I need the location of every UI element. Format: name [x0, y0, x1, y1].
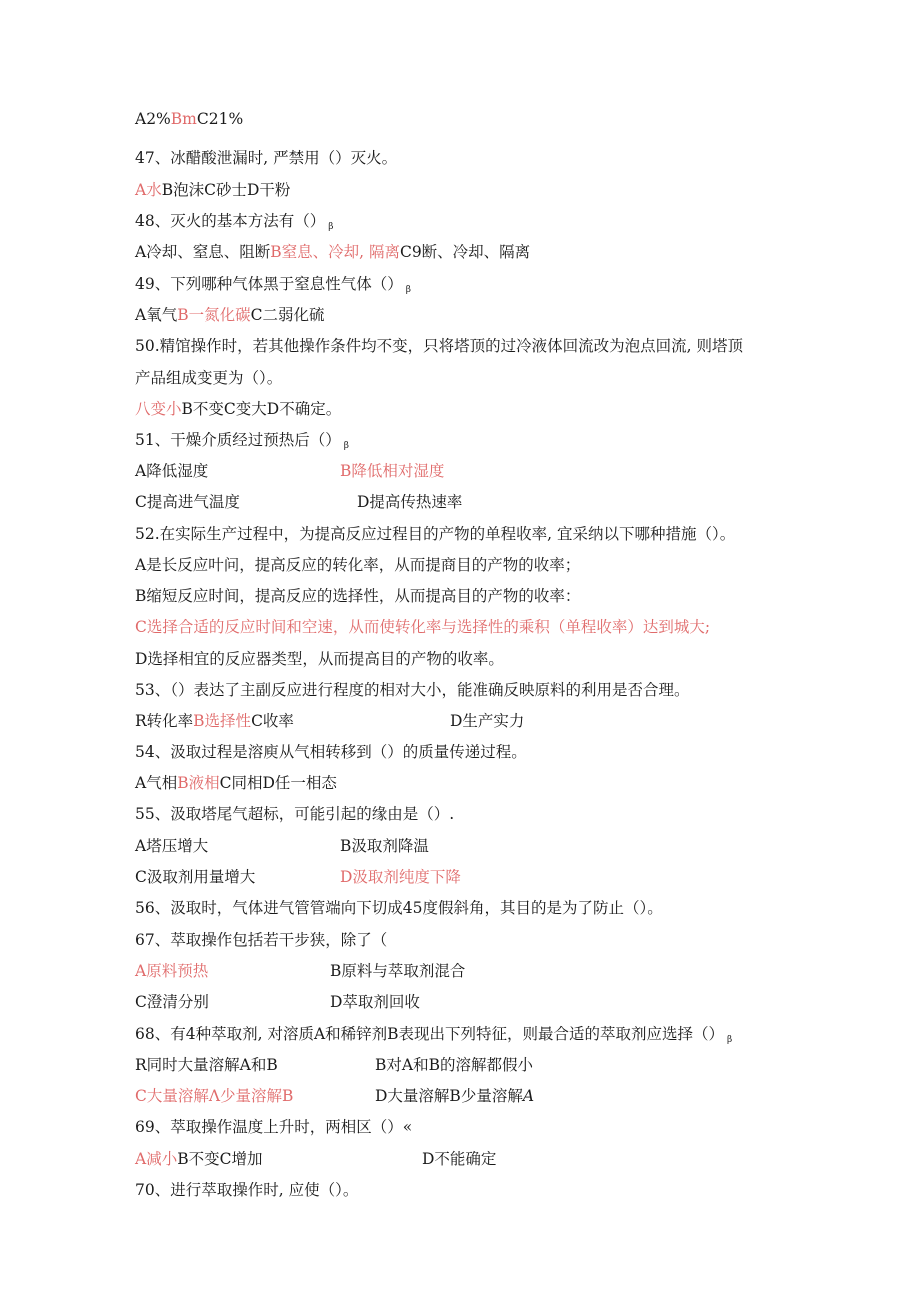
- question-54: 54、汲取过程是溶庾从气相转移到（）的质量传递过程。: [135, 743, 527, 761]
- option-line: A原料预热 B原料与萃取剂混合: [135, 962, 466, 980]
- question-49: 49、下列哪种气体黑于窒息性气体（） $_\beta$: [135, 275, 411, 295]
- subscript-mark: β: [343, 441, 349, 451]
- option-line: A是长反应叶问，提高反应的转化率，从而提商目的产物的收率；: [135, 556, 581, 574]
- option-line: R转化率B选择性C收率 D生产实力: [135, 712, 525, 730]
- question-68: 68、有4种萃取剂, 对溶质A和稀锌剂B表现出下列特征，则最合适的萃取剂应选择（） $_\beta$: [135, 1025, 733, 1045]
- option-line: C大量溶解Λ少量溶解B D大量溶解B少量溶解A: [135, 1087, 535, 1105]
- question-67: 67、萃取操作包括若干步狭，除了（: [135, 931, 388, 949]
- answer-highlight: A原料预热: [135, 962, 209, 980]
- question-56: 56、汲取时，气体进气管管端向下切成45度假斜角，其目的是为了防止（）。: [135, 899, 663, 917]
- option-line: C澄清分别 D萃取剂回收: [135, 993, 420, 1011]
- option-line: D选择相宜的反应器类型，从而提高目的产物的收率。: [135, 650, 504, 668]
- answer-highlight: Bm: [170, 110, 197, 128]
- subscript-mark: β: [328, 222, 334, 232]
- option-line: A气相B液相C同相D任一相态: [135, 774, 337, 792]
- question-50-continued: 产品组成变更为（）。: [135, 369, 283, 387]
- option-line: A氧气B一氮化碳C二弱化硫: [135, 306, 325, 324]
- option-line: A冷却、窒息、阻断B窒息、冷却, 隔离C9断、冷却、隔离: [135, 243, 531, 261]
- subscript-mark: β: [405, 285, 411, 295]
- answer-highlight: 八变小: [135, 400, 182, 418]
- option-line: B缩短反应时间，提高反应的选择性，从而提高目的产物的收率：: [135, 587, 581, 605]
- answer-highlight: B液相: [177, 774, 220, 792]
- question-48: 48、灭火的基本方法有（） $_\beta$: [135, 212, 334, 232]
- option-line: A减小B不变C增加 D不能确定: [135, 1150, 497, 1168]
- option-line: R同时大量溶解A和B B对A和B的溶解都假小: [135, 1056, 533, 1074]
- option-line: C汲取剂用量增大 D汲取剂纯度下降: [135, 868, 461, 886]
- question-51: 51、干燥介质经过预热后（） $_\beta$: [135, 431, 349, 451]
- answer-highlight: A减小: [135, 1150, 178, 1168]
- question-69: 69、萃取操作温度上升时，两相区（）«: [135, 1118, 413, 1136]
- answer-highlight: B窒息、冷却, 隔离: [270, 243, 400, 261]
- question-70: 70、进行萃取操作时, 应使（）。: [135, 1181, 359, 1199]
- answer-highlight: B一氮化碳: [177, 306, 251, 324]
- question-50: 50.精馆操作时，若其他操作条件均不变，只将塔顶的过冷液体回流改为泡点回流, 则塔顶: [135, 337, 744, 355]
- subscript-mark: β: [727, 1035, 733, 1045]
- option-line: C提高进气温度 D提高传热速率: [135, 493, 463, 511]
- question-55: 55、汲取塔尾气超标，可能引起的缘由是（）.: [135, 805, 455, 823]
- option-line: A水B泡沫C砂士D干粉: [135, 181, 291, 199]
- option-line: A塔压增大 B汲取剂降温: [135, 837, 429, 855]
- answer-highlight: A水: [135, 181, 162, 199]
- option-line: A2%BmC21%: [135, 110, 244, 128]
- option-line: A降低湿度 B降低相对湿度: [135, 462, 445, 480]
- answer-highlight: C大量溶解Λ少量溶解B: [135, 1087, 294, 1105]
- answer-highlight: C选择合适的反应时间和空速，从而使转化率与选择性的乘积（单程收率）达到城大;: [135, 618, 711, 636]
- option-line: 八变小B不变C变大D不确定。: [135, 400, 342, 418]
- question-52: 52.在实际生产过程中，为提高反应过程目的产物的单程收率, 宜采纳以下哪种措施（）。: [135, 525, 736, 543]
- answer-highlight: B降低相对湿度: [340, 462, 445, 480]
- question-47: 47、冰醋酸泄漏时, 严禁用（）灭火。: [135, 149, 398, 167]
- question-53: 53、（）表达了主副反应进行程度的相对大小，能准确反映原料的利用是否合理。: [135, 681, 690, 699]
- answer-highlight: D汲取剂纯度下降: [340, 868, 461, 886]
- answer-highlight: B选择性: [193, 712, 252, 730]
